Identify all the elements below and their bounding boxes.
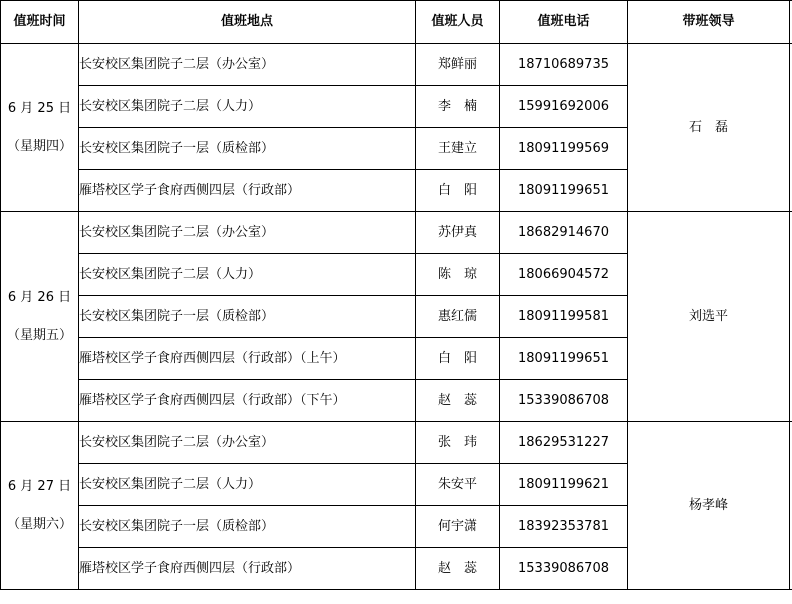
person-cell: 赵 蕊 <box>416 380 500 422</box>
person-cell: 朱安平 <box>416 464 500 506</box>
date-label: 6 月 27 日 <box>7 478 72 494</box>
location-cell: 长安校区集团院子一层（质检部） <box>79 128 416 170</box>
header-leader: 带班领导 <box>628 1 790 44</box>
phone-cell: 18091199581 <box>500 296 628 338</box>
phone-cell: 18629531227 <box>500 422 628 464</box>
person-cell: 张 玮 <box>416 422 500 464</box>
table-row <box>1 422 792 464</box>
phone-cell: 15339086708 <box>500 380 628 422</box>
person-cell: 何宇潇 <box>416 506 500 548</box>
location-cell: 长安校区集团院子二层（人力） <box>79 86 416 128</box>
header-phone: 值班电话 <box>500 1 628 44</box>
location-cell: 雁塔校区学子食府西侧四层（行政部） <box>79 170 416 212</box>
location-cell: 长安校区集团院子二层（人力） <box>79 464 416 506</box>
location-cell: 雁塔校区学子食府西侧四层（行政部）（下午） <box>79 380 416 422</box>
person-cell: 赵 蕊 <box>416 548 500 590</box>
location-cell: 长安校区集团院子二层（人力） <box>79 254 416 296</box>
phone-cell: 15991692006 <box>500 86 628 128</box>
phone-cell: 18710689735 <box>500 44 628 86</box>
phone-cell: 18682914670 <box>500 212 628 254</box>
location-cell: 雁塔校区学子食府西侧四层（行政部） <box>79 548 416 590</box>
date-cell <box>1 422 79 590</box>
phone-cell: 18392353781 <box>500 506 628 548</box>
phone-cell: 18066904572 <box>500 254 628 296</box>
person-cell: 王建立 <box>416 128 500 170</box>
person-cell: 惠红儒 <box>416 296 500 338</box>
leader-cell: 刘选平 <box>628 212 790 422</box>
person-cell: 郑鲜丽 <box>416 44 500 86</box>
header-location: 值班地点 <box>79 1 416 44</box>
date-cell <box>1 212 79 422</box>
table-row <box>1 44 792 86</box>
phone-cell: 18091199651 <box>500 170 628 212</box>
phone-cell: 15339086708 <box>500 548 628 590</box>
person-cell: 李 楠 <box>416 86 500 128</box>
leader-cell: 杨孝峰 <box>628 422 790 590</box>
location-cell: 长安校区集团院子一层（质检部） <box>79 506 416 548</box>
location-cell: 长安校区集团院子二层（办公室） <box>79 44 416 86</box>
person-cell: 陈 琼 <box>416 254 500 296</box>
phone-cell: 18091199621 <box>500 464 628 506</box>
phone-cell: 18091199569 <box>500 128 628 170</box>
location-cell: 长安校区集团院子二层（办公室） <box>79 212 416 254</box>
date-label: 6 月 25 日 <box>7 100 72 116</box>
person-cell: 苏伊真 <box>416 212 500 254</box>
location-cell: 长安校区集团院子二层（办公室） <box>79 422 416 464</box>
leader-cell: 石 磊 <box>628 44 790 212</box>
person-cell: 白 阳 <box>416 170 500 212</box>
date-label: 6 月 26 日 <box>7 289 72 305</box>
header-row <box>1 1 792 44</box>
date-cell <box>1 44 79 212</box>
phone-cell: 18091199651 <box>500 338 628 380</box>
weekday-label: （星期六） <box>6 516 72 532</box>
location-cell: 长安校区集团院子一层（质检部） <box>79 296 416 338</box>
weekday-label: （星期五） <box>6 327 72 343</box>
header-person: 值班人员 <box>416 1 500 44</box>
table-row <box>1 212 792 254</box>
person-cell: 白 阳 <box>416 338 500 380</box>
weekday-label: （星期四） <box>6 138 72 154</box>
header-time: 值班时间 <box>1 1 79 44</box>
location-cell: 雁塔校区学子食府西侧四层（行政部）（上午） <box>79 338 416 380</box>
